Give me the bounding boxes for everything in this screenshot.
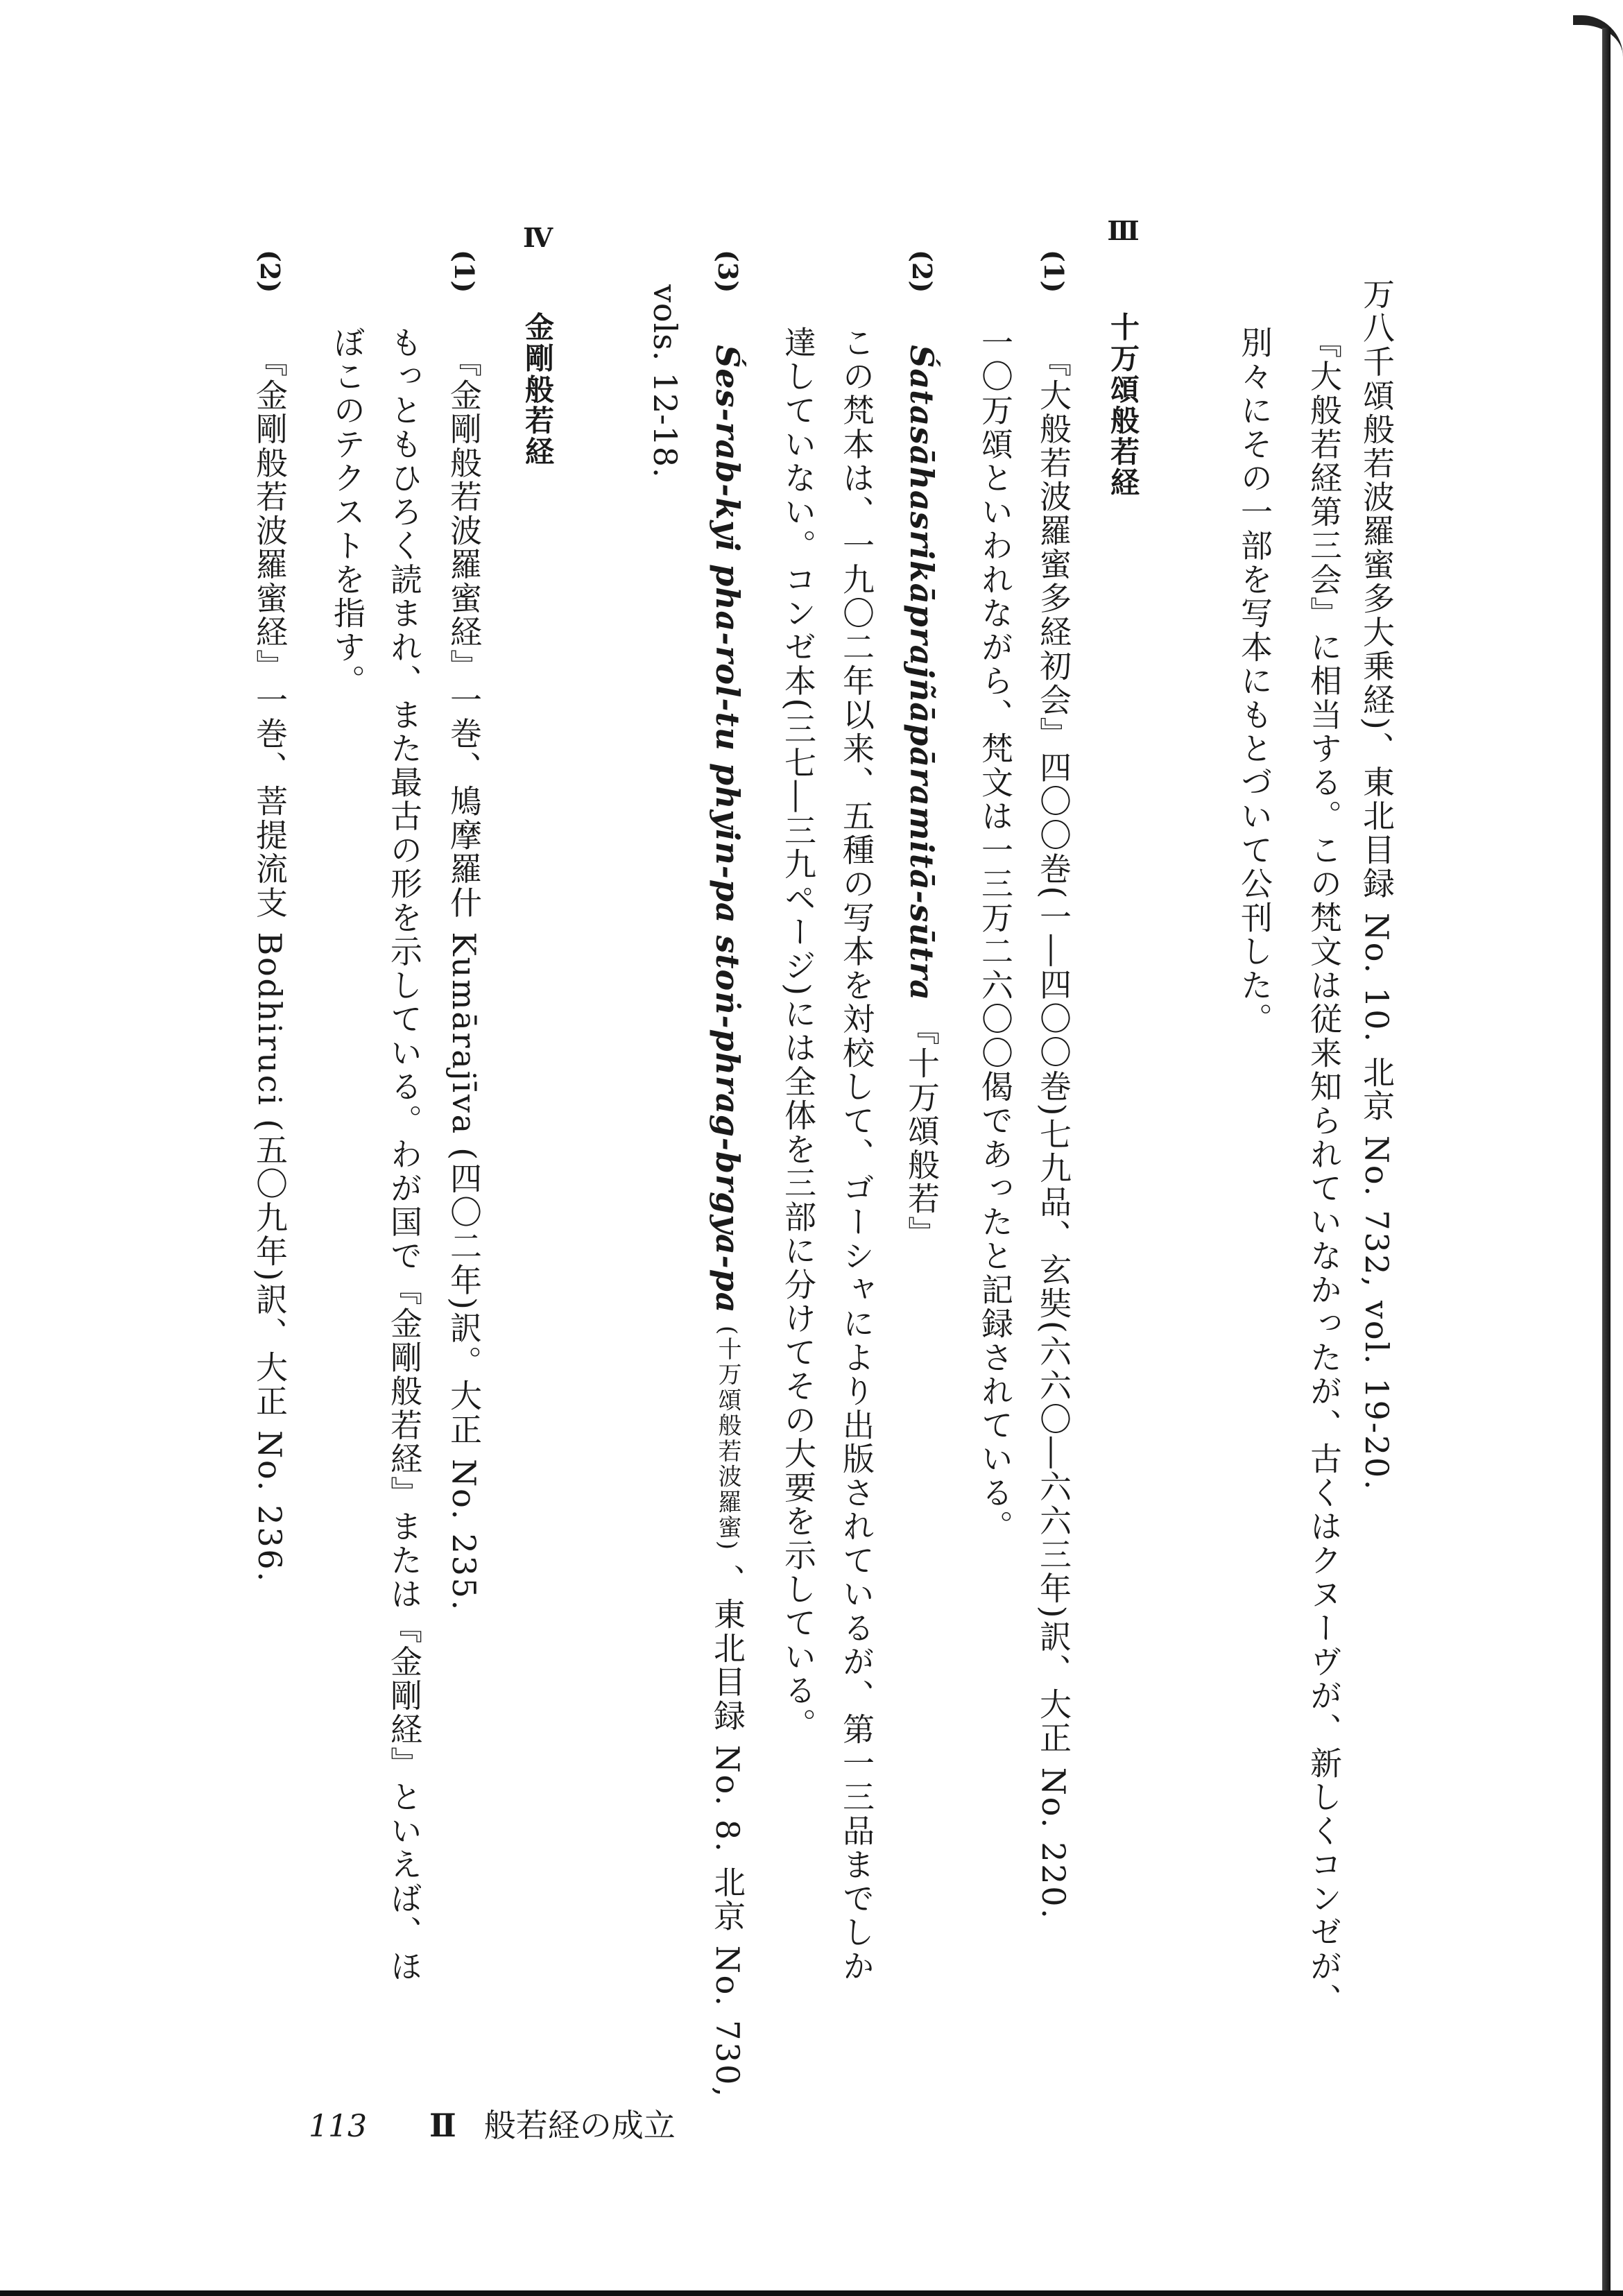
section-title: 十万頌般若経 [1106, 311, 1140, 499]
section-mark: Ⅲ [1108, 215, 1139, 246]
item-number: (3) [712, 250, 744, 293]
text-line: 別々にその一部を写本にもとづいて公刊した。 [1236, 326, 1273, 1036]
text-line: 『大般若経第三会』に相当する。この梵文は従来知られていなかったが、古くはクヌーヴが、新しくコンゼが、 [1305, 326, 1343, 2017]
text-line: ぼこのテクストを指す。 [329, 326, 366, 699]
list-item-iv-1 [445, 250, 483, 1613]
item-text: 『金剛般若波羅蜜経』一巻、菩提流支 Bodhiruci (五〇九年)訳、大正 No. 236. [251, 345, 289, 1584]
scan-corner-fold [1573, 15, 1623, 64]
text-line: もっともひろく読まれ、また最古の形を示している。わが国で『金剛般若経』または『金剛経』といえば、ほ [386, 326, 423, 1984]
item-number: (2) [907, 250, 938, 293]
section-heading-iv [522, 222, 553, 468]
list-item-iii-1 [1035, 250, 1072, 1921]
list-item-iii-2 [903, 250, 941, 1250]
text-column-6 [977, 326, 1014, 1544]
text-line: 一〇万頌といわれながら、梵文は一三万二六〇〇偈であったと記録されている。 [977, 326, 1014, 1544]
tibetan-title: Śes-rab-kyi pha-rol-tu phyin-pa stoṅ-phrag-brgya-pa [709, 345, 746, 1314]
text-column-8 [838, 326, 875, 1984]
item-text: 『金剛般若波羅蜜経』一巻、鳩摩羅什 Kumārajīva (四〇二年)訳。大正 No. 235. [445, 345, 483, 1613]
item-text: 『十万頌般若』 [903, 1013, 941, 1250]
running-header [429, 2100, 676, 2146]
item-text: 『大般若波羅蜜多経初会』四〇〇巻(一―四〇〇巻)七九品、玄奘(六六〇―六六三年)訳、大正 No. 220. [1035, 345, 1072, 1921]
text-column-14 [386, 326, 423, 1984]
scan-bottom-edge [0, 2290, 1623, 2296]
item-number: (2) [255, 250, 286, 293]
text-column-2 [1305, 326, 1343, 2017]
section-mark: Ⅳ [522, 222, 553, 253]
text-column-9 [780, 326, 817, 1742]
scan-right-edge [1602, 28, 1611, 2290]
list-item-iv-2 [251, 250, 289, 1584]
text-column-1 [1358, 277, 1396, 1492]
item-number: (1) [449, 250, 480, 293]
section-title: 金剛般若経 [521, 311, 555, 468]
text-column-3 [1236, 326, 1273, 1036]
text-column-15 [329, 326, 366, 699]
text-line: 達していない。コンゼ本(三七―三九ページ)には全体を三部に分けてその大要を示している。 [780, 326, 817, 1742]
section-heading-iii [1107, 215, 1139, 498]
sanskrit-title: Śatasāhasrikāprajñāpāramitā-sūtra [903, 345, 941, 1001]
text-line: 万八千頌般若波羅蜜多大乗経)、東北目録 No. 10. 北京 No. 732, vol. 19-20. [1358, 277, 1396, 1492]
item-gloss: (十万頌般若波羅蜜) [714, 1325, 741, 1552]
page-number: 113 [309, 2109, 367, 2144]
text-line: vols. 12-18. [646, 284, 684, 479]
text-line: この梵本は、一九〇二年以来、五種の写本を対校して、ゴーシャにより出版されているが、第一三品までしか [838, 326, 875, 1984]
part-number: Ⅱ [429, 2107, 456, 2144]
list-item-iii-3 [709, 250, 746, 2099]
item-text: 、東北目録 No. 8. 北京 No. 730, [709, 1563, 746, 2099]
page-footer [309, 2100, 676, 2146]
item-number: (1) [1038, 250, 1070, 293]
text-column-11 [646, 284, 684, 479]
chapter-title: 般若経の成立 [483, 2107, 676, 2144]
